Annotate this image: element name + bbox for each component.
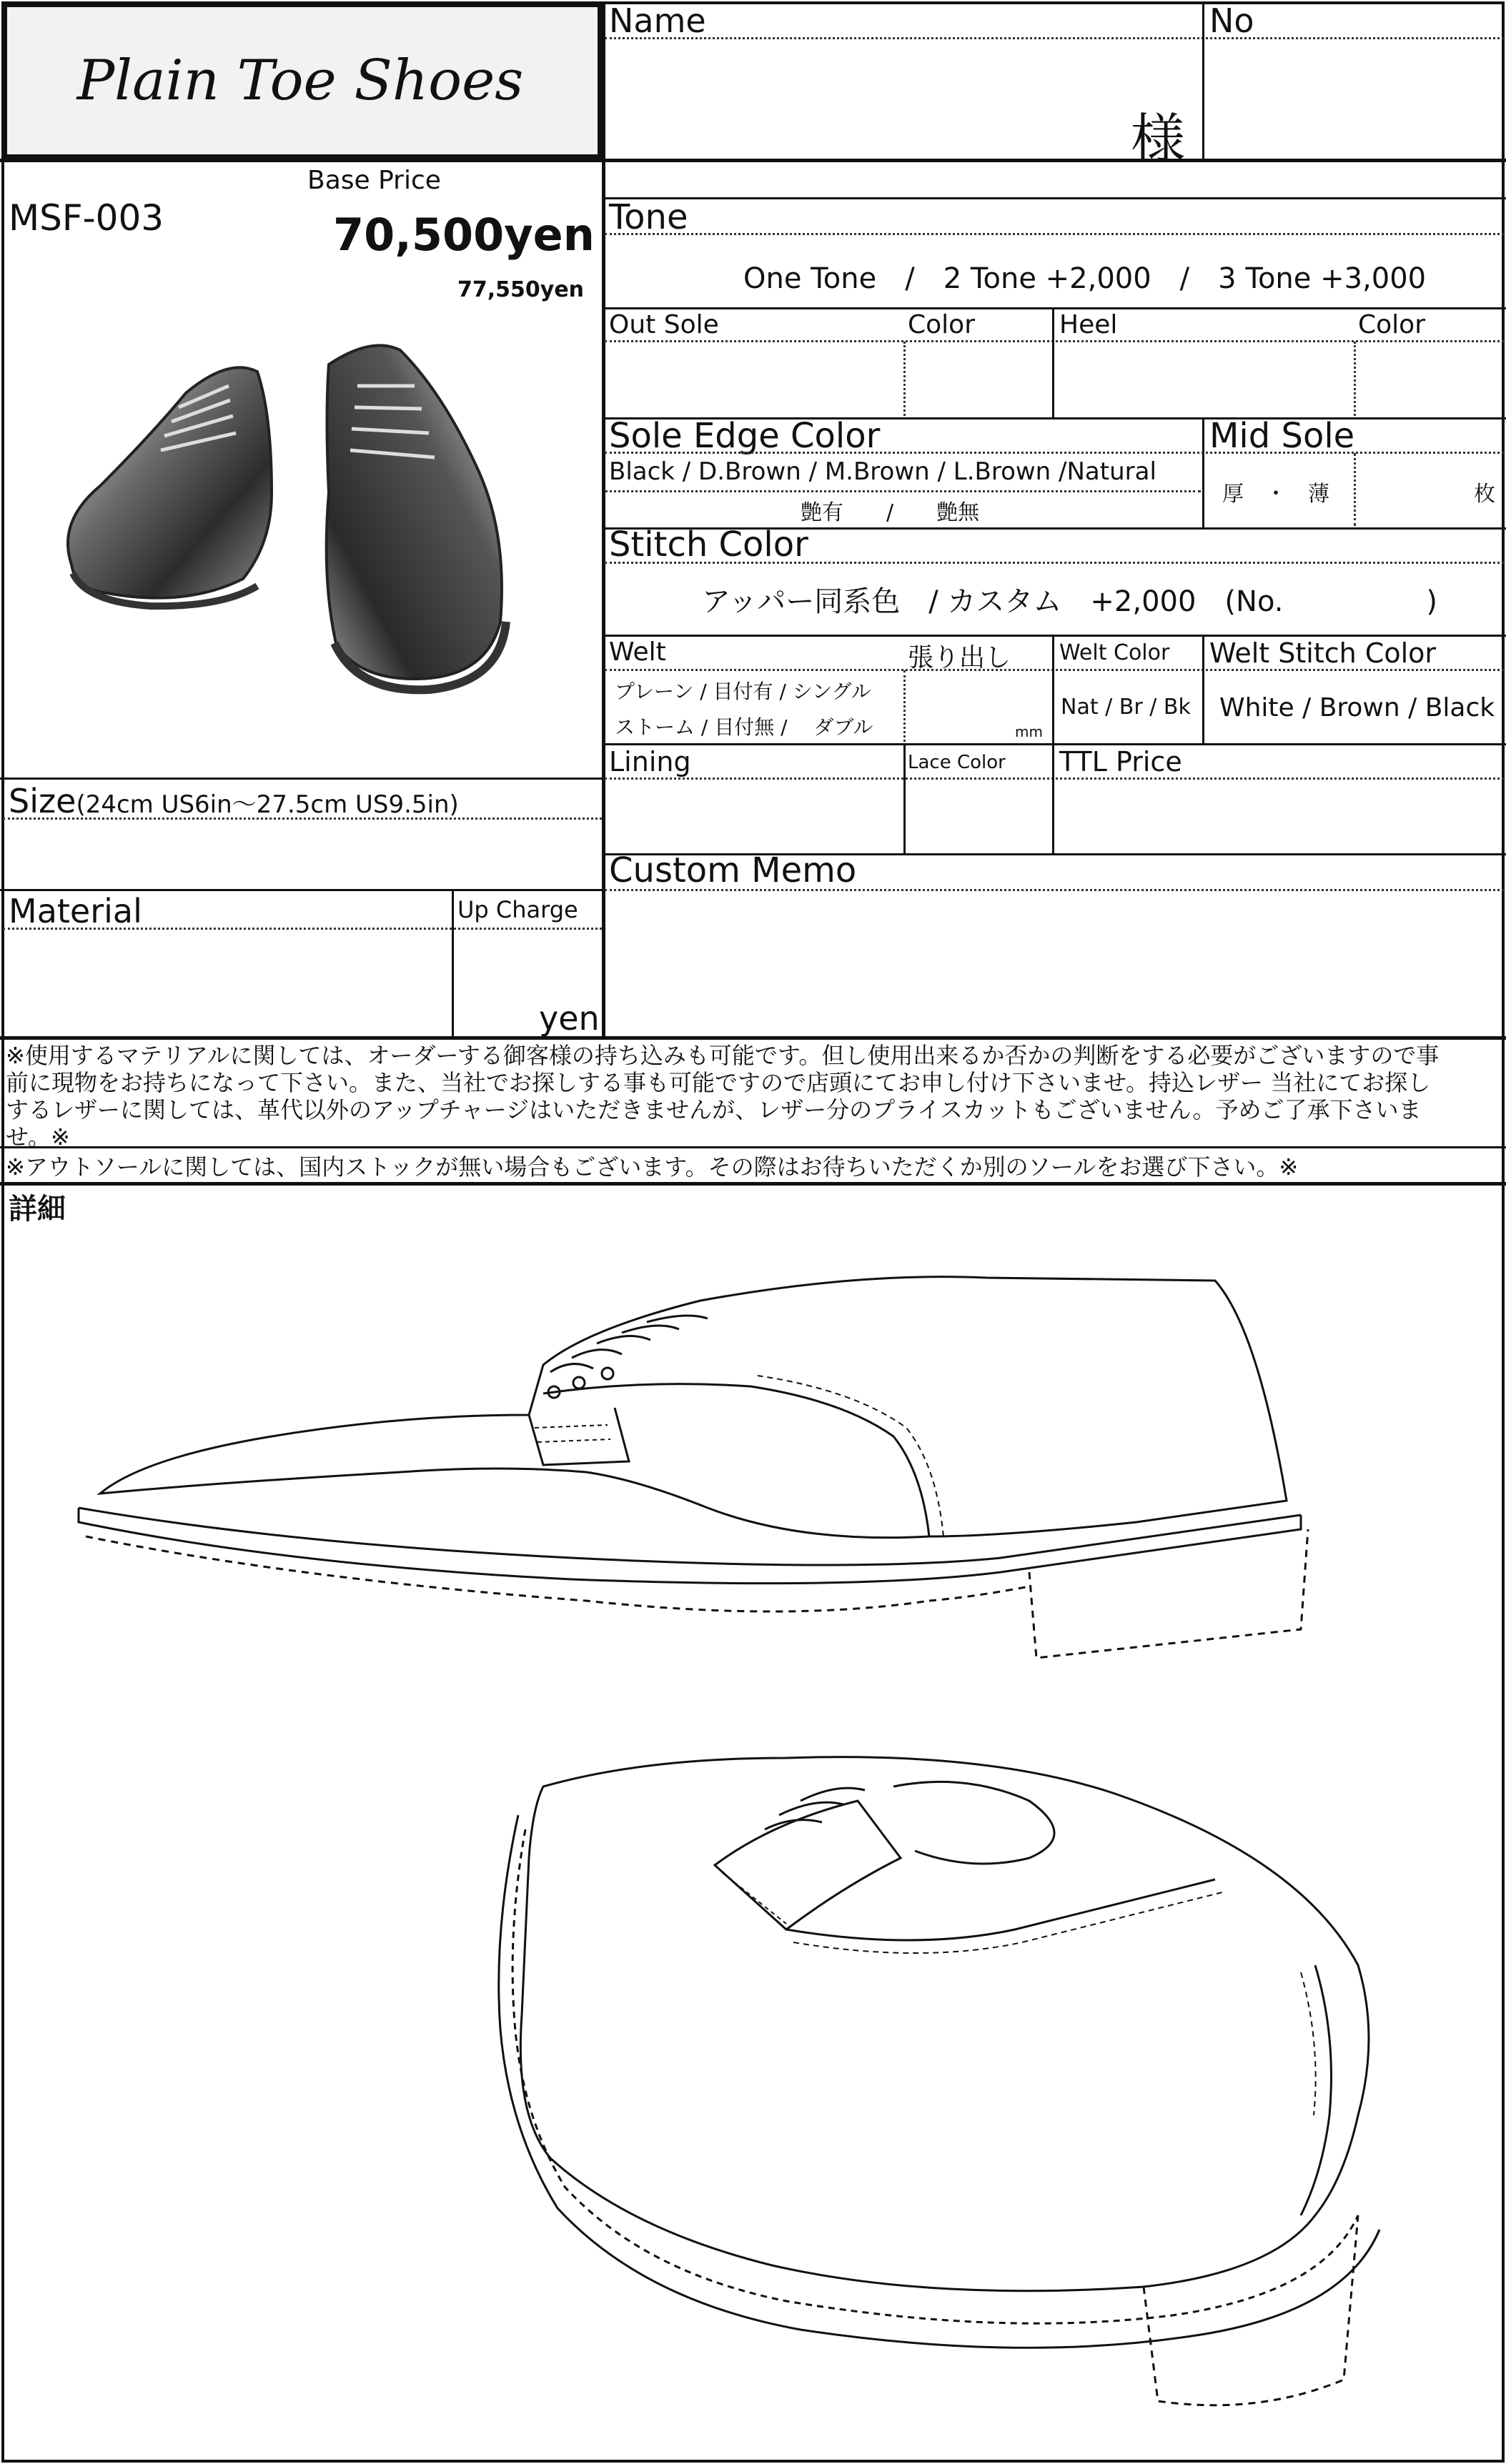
sole-edge-finish[interactable]: 艶有 / 艶無 xyxy=(801,500,980,525)
tax-price: 77,550yen xyxy=(457,277,585,302)
base-price-label: Base Price xyxy=(307,166,441,195)
stitch-options[interactable]: アッパー同系色 / カスタム +2,000 (No. ) xyxy=(702,585,1438,618)
mid-sole-unit: 枚 xyxy=(1474,482,1495,507)
no-label: No xyxy=(1209,1,1254,40)
ttl-price-label: TTL Price xyxy=(1059,746,1182,778)
size-field[interactable] xyxy=(4,822,599,886)
material-note-line2: 前に現物をお持ちになって下さい。また、当社でお探しする事も可能ですので店頭にてお申し付け下さいませ。持込レザー 当社にてお探し xyxy=(6,1069,1431,1096)
name-suffix: 様 xyxy=(1131,107,1185,171)
heel-field[interactable] xyxy=(1056,344,1351,414)
lace-color-label: Lace Color xyxy=(908,752,1006,773)
material-field[interactable] xyxy=(4,930,447,1035)
sole-edge-options[interactable]: Black / D.Brown / M.Brown / L.Brown /Natural xyxy=(609,457,1156,486)
name-label: Name xyxy=(609,1,706,40)
product-photo xyxy=(43,307,543,707)
size-label xyxy=(9,782,459,820)
heel-color-label: Color xyxy=(1358,310,1425,339)
right-shoe-icon xyxy=(327,345,506,690)
name-field[interactable] xyxy=(608,40,1199,156)
tone-options[interactable]: One Tone / 2 Tone +2,000 / 3 Tone +3,000 xyxy=(743,262,1427,295)
stitch-label: Stitch Color xyxy=(609,525,808,565)
size-label-text: Size xyxy=(9,782,76,820)
product-code: MSF-003 xyxy=(9,197,164,239)
shoe-side-sketch xyxy=(0,1201,1506,1715)
mid-sole-options[interactable]: 厚 ・ 薄 xyxy=(1222,482,1329,507)
page-title: Plain Toe Shoes xyxy=(76,49,524,113)
welt-stitch-label: Welt Stitch Color xyxy=(1209,637,1437,669)
heel-color-field[interactable] xyxy=(1358,344,1502,414)
material-note-line3: するレザーに関しては、革代以外のアップチャージはいただきませんが、レザー分のプライスカットもございません。予めご了承下さいま xyxy=(6,1096,1422,1123)
size-range: (24cm US6in～27.5cm US9.5in) xyxy=(76,790,459,819)
detail-label: 詳細 xyxy=(9,1193,66,1226)
up-charge-label: Up Charge xyxy=(457,896,578,923)
welt-protrude-label: 張り出し xyxy=(908,643,1011,672)
material-note-line4: せ。※ xyxy=(6,1123,70,1151)
welt-options-row1[interactable]: プレーン / 目付有 / シングル xyxy=(615,680,871,703)
mid-sole-label: Mid Sole xyxy=(1209,416,1355,456)
outsole-color-label: Color xyxy=(908,310,975,339)
lining-field[interactable] xyxy=(608,782,901,850)
shoe-front-sketch xyxy=(0,1715,1506,2451)
welt-protrude-unit: mm xyxy=(1015,723,1043,740)
no-field[interactable] xyxy=(1207,40,1501,156)
outsole-color-field[interactable] xyxy=(908,344,1049,414)
ttl-price-field[interactable] xyxy=(1056,782,1502,850)
outsole-note: ※アウトソールに関しては、国内ストックが無い場合もございます。その際はお待ちいただくか別のソールをお選び下さい。※ xyxy=(6,1153,1299,1181)
welt-stitch-options[interactable]: White / Brown / Black xyxy=(1219,693,1495,722)
tone-label: Tone xyxy=(609,197,688,237)
material-label: Material xyxy=(9,892,142,930)
material-note-line1: ※使用するマテリアルに関しては、オーダーする御客様の持ち込みも可能です。但し使用出来るか否かの判断をする必要がございますので事 xyxy=(6,1042,1440,1069)
left-shoe-icon xyxy=(68,367,272,606)
custom-memo-field[interactable] xyxy=(608,893,1502,1035)
heel-label: Heel xyxy=(1059,310,1118,339)
outsole-label: Out Sole xyxy=(609,310,719,339)
sole-edge-label: Sole Edge Color xyxy=(609,416,881,456)
welt-color-label: Welt Color xyxy=(1059,640,1170,665)
welt-color-options[interactable]: Nat / Br / Bk xyxy=(1061,695,1191,720)
welt-options-row2[interactable]: ストーム / 目付無 / ダブル xyxy=(615,715,873,739)
base-price: 70,500yen xyxy=(333,209,595,261)
outsole-field[interactable] xyxy=(608,344,901,414)
up-charge-unit: yen xyxy=(539,999,600,1038)
lace-color-field[interactable] xyxy=(908,782,1049,850)
custom-memo-label: Custom Memo xyxy=(609,850,857,890)
welt-label: Welt xyxy=(609,637,666,667)
lining-label: Lining xyxy=(609,746,691,778)
